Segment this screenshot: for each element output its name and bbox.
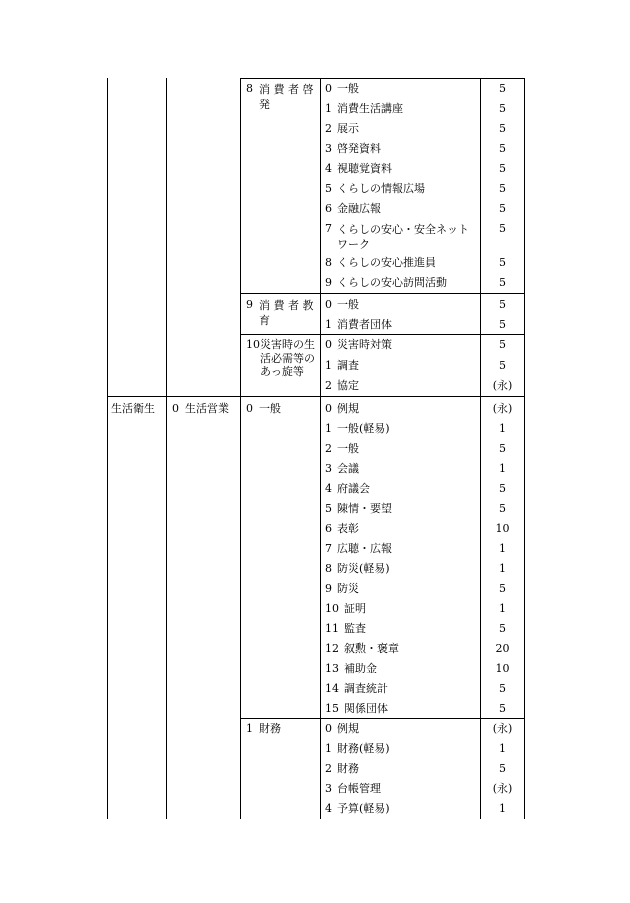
subitem-label: 一般(軽易) bbox=[337, 422, 390, 435]
subitem-label: 災害時対策 bbox=[337, 338, 392, 351]
subitem-number: 9 bbox=[325, 276, 332, 289]
subcategory-number: 0 bbox=[172, 402, 179, 415]
subitem-label: くらしの安心訪問活動 bbox=[337, 276, 447, 289]
retention-period: 1 bbox=[499, 602, 506, 615]
col-line-0 bbox=[107, 78, 108, 819]
subitem-number: 10 bbox=[325, 602, 339, 615]
item-label: 消 費 者 啓 発 bbox=[259, 83, 314, 111]
subitem-number: 12 bbox=[325, 642, 339, 655]
subitem-number: 11 bbox=[325, 622, 339, 635]
retention-period: (永) bbox=[492, 379, 513, 392]
top-border bbox=[240, 78, 525, 79]
group-divider-2 bbox=[240, 334, 525, 335]
subitem-label: 一般 bbox=[337, 442, 359, 455]
retention-period: 5 bbox=[499, 682, 506, 695]
subitem-number: 5 bbox=[325, 182, 332, 195]
retention-period: 5 bbox=[499, 202, 506, 215]
subitem-number: 0 bbox=[325, 722, 332, 735]
subitem-label: 消費者団体 bbox=[337, 318, 392, 331]
subitem-label: 協定 bbox=[337, 379, 359, 392]
retention-period: 5 bbox=[499, 482, 506, 495]
retention-period: 1 bbox=[499, 802, 506, 815]
retention-period: (永) bbox=[492, 402, 513, 415]
item-label: 財務 bbox=[259, 722, 281, 735]
col-line-2 bbox=[240, 78, 241, 819]
subitem-label: 金融広報 bbox=[337, 202, 381, 215]
subitem-label: 一般 bbox=[337, 298, 359, 311]
retention-period: 5 bbox=[499, 442, 506, 455]
subitem-label: 台帳管理 bbox=[337, 782, 381, 795]
subitem-number: 4 bbox=[325, 802, 332, 815]
item-number: 10 bbox=[246, 338, 260, 351]
subitem-number: 1 bbox=[325, 742, 332, 755]
subitem-label: 府議会 bbox=[337, 482, 370, 495]
retention-period: 1 bbox=[499, 542, 506, 555]
subitem-label: 証明 bbox=[344, 602, 366, 615]
retention-period: 5 bbox=[499, 162, 506, 175]
subitem-label: 例規 bbox=[337, 722, 359, 735]
retention-period: 1 bbox=[499, 562, 506, 575]
subitem-number: 2 bbox=[325, 442, 332, 455]
retention-period: 5 bbox=[499, 222, 506, 235]
col-line-3 bbox=[320, 78, 321, 819]
subitem-number: 0 bbox=[325, 82, 332, 95]
subitem-label: くらしの安心推進員 bbox=[337, 256, 436, 269]
subitem-label: 視聴覚資料 bbox=[337, 162, 392, 175]
subitem-label: 叙勲・褒章 bbox=[344, 642, 399, 655]
subitem-number: 4 bbox=[325, 162, 332, 175]
subitem-number: 1 bbox=[325, 318, 332, 331]
retention-period: 1 bbox=[499, 742, 506, 755]
retention-period: (永) bbox=[492, 722, 513, 735]
subitem-number: 5 bbox=[325, 502, 332, 515]
retention-period: 1 bbox=[499, 462, 506, 475]
item-label: 消 費 者 教 育 bbox=[259, 299, 314, 327]
subitem-number: 1 bbox=[325, 359, 332, 372]
subitem-label: 展示 bbox=[337, 122, 359, 135]
subitem-label: 調査 bbox=[337, 359, 359, 372]
subitem-number: 4 bbox=[325, 482, 332, 495]
subitem-label: 関係団体 bbox=[344, 702, 388, 715]
item-number: 0 bbox=[246, 402, 253, 415]
retention-period: 5 bbox=[499, 142, 506, 155]
retention-period: 5 bbox=[499, 622, 506, 635]
retention-period: 5 bbox=[499, 582, 506, 595]
subitem-number: 7 bbox=[325, 542, 332, 555]
subitem-number: 1 bbox=[325, 102, 332, 115]
col-line-1 bbox=[166, 78, 167, 819]
subitem-label: 消費生活講座 bbox=[337, 102, 403, 115]
subitem-number: 7 bbox=[325, 222, 332, 235]
subitem-label: 財務(軽易) bbox=[337, 742, 390, 755]
subitem-label: くらしの安心・安全ネットワーク bbox=[337, 223, 469, 251]
subitem-label: くらしの情報広場 bbox=[337, 182, 425, 195]
item-number: 9 bbox=[246, 298, 253, 311]
subitem-label: 広聴・広報 bbox=[337, 542, 392, 555]
subitem-number: 6 bbox=[325, 202, 332, 215]
subitem-number: 1 bbox=[325, 422, 332, 435]
subitem-label: 監査 bbox=[344, 622, 366, 635]
retention-period: 5 bbox=[499, 122, 506, 135]
subitem-number: 0 bbox=[325, 338, 332, 351]
subitem-label: 表彰 bbox=[337, 522, 359, 535]
retention-period: 5 bbox=[499, 502, 506, 515]
retention-period: 5 bbox=[499, 182, 506, 195]
item-number: 1 bbox=[246, 722, 253, 735]
subitem-label: 予算(軽易) bbox=[337, 802, 390, 815]
item-number: 8 bbox=[246, 82, 253, 95]
category-label: 生活衛生 bbox=[111, 402, 155, 415]
retention-period: 5 bbox=[499, 298, 506, 311]
subitem-number: 8 bbox=[325, 256, 332, 269]
subitem-label: 調査統計 bbox=[344, 682, 388, 695]
subitem-label: 陳情・要望 bbox=[337, 502, 392, 515]
subcategory-label: 生活営業 bbox=[185, 402, 229, 415]
group-divider-3 bbox=[240, 718, 525, 719]
subitem-number: 2 bbox=[325, 762, 332, 775]
retention-period: 10 bbox=[495, 662, 510, 675]
group-divider-1 bbox=[240, 293, 525, 294]
subitem-number: 2 bbox=[325, 379, 332, 392]
retention-period: 20 bbox=[495, 642, 510, 655]
retention-period: 10 bbox=[495, 522, 510, 535]
retention-period: 5 bbox=[499, 256, 506, 269]
retention-period: 5 bbox=[499, 82, 506, 95]
subitem-label: 例規 bbox=[337, 402, 359, 415]
subitem-label: 一般 bbox=[337, 82, 359, 95]
subitem-number: 9 bbox=[325, 582, 332, 595]
retention-period: 5 bbox=[499, 762, 506, 775]
subitem-label: 補助金 bbox=[344, 662, 377, 675]
subitem-label: 会議 bbox=[337, 462, 359, 475]
subitem-label: 防災(軽易) bbox=[337, 562, 390, 575]
retention-period: 1 bbox=[499, 422, 506, 435]
subitem-number: 13 bbox=[325, 662, 339, 675]
subitem-number: 14 bbox=[325, 682, 339, 695]
retention-period: 5 bbox=[499, 102, 506, 115]
section-divider bbox=[107, 396, 525, 397]
retention-period: 5 bbox=[499, 702, 506, 715]
subitem-label: 防災 bbox=[337, 582, 359, 595]
subitem-number: 2 bbox=[325, 122, 332, 135]
subitem-label: 啓発資料 bbox=[337, 142, 381, 155]
subitem-number: 15 bbox=[325, 702, 339, 715]
retention-period: (永) bbox=[492, 782, 513, 795]
subitem-number: 0 bbox=[325, 298, 332, 311]
subitem-number: 3 bbox=[325, 462, 332, 475]
retention-schedule-table bbox=[107, 78, 525, 819]
item-label: 一般 bbox=[259, 402, 281, 415]
subitem-number: 0 bbox=[325, 402, 332, 415]
subitem-number: 8 bbox=[325, 562, 332, 575]
retention-period: 5 bbox=[499, 318, 506, 331]
retention-period: 5 bbox=[499, 359, 506, 372]
subitem-label: 財務 bbox=[337, 762, 359, 775]
subitem-number: 6 bbox=[325, 522, 332, 535]
retention-period: 5 bbox=[499, 338, 506, 351]
retention-period: 5 bbox=[499, 276, 506, 289]
subitem-number: 3 bbox=[325, 142, 332, 155]
item-label: 災害時の生活必需等のあっ旋等 bbox=[260, 338, 315, 378]
subitem-number: 3 bbox=[325, 782, 332, 795]
